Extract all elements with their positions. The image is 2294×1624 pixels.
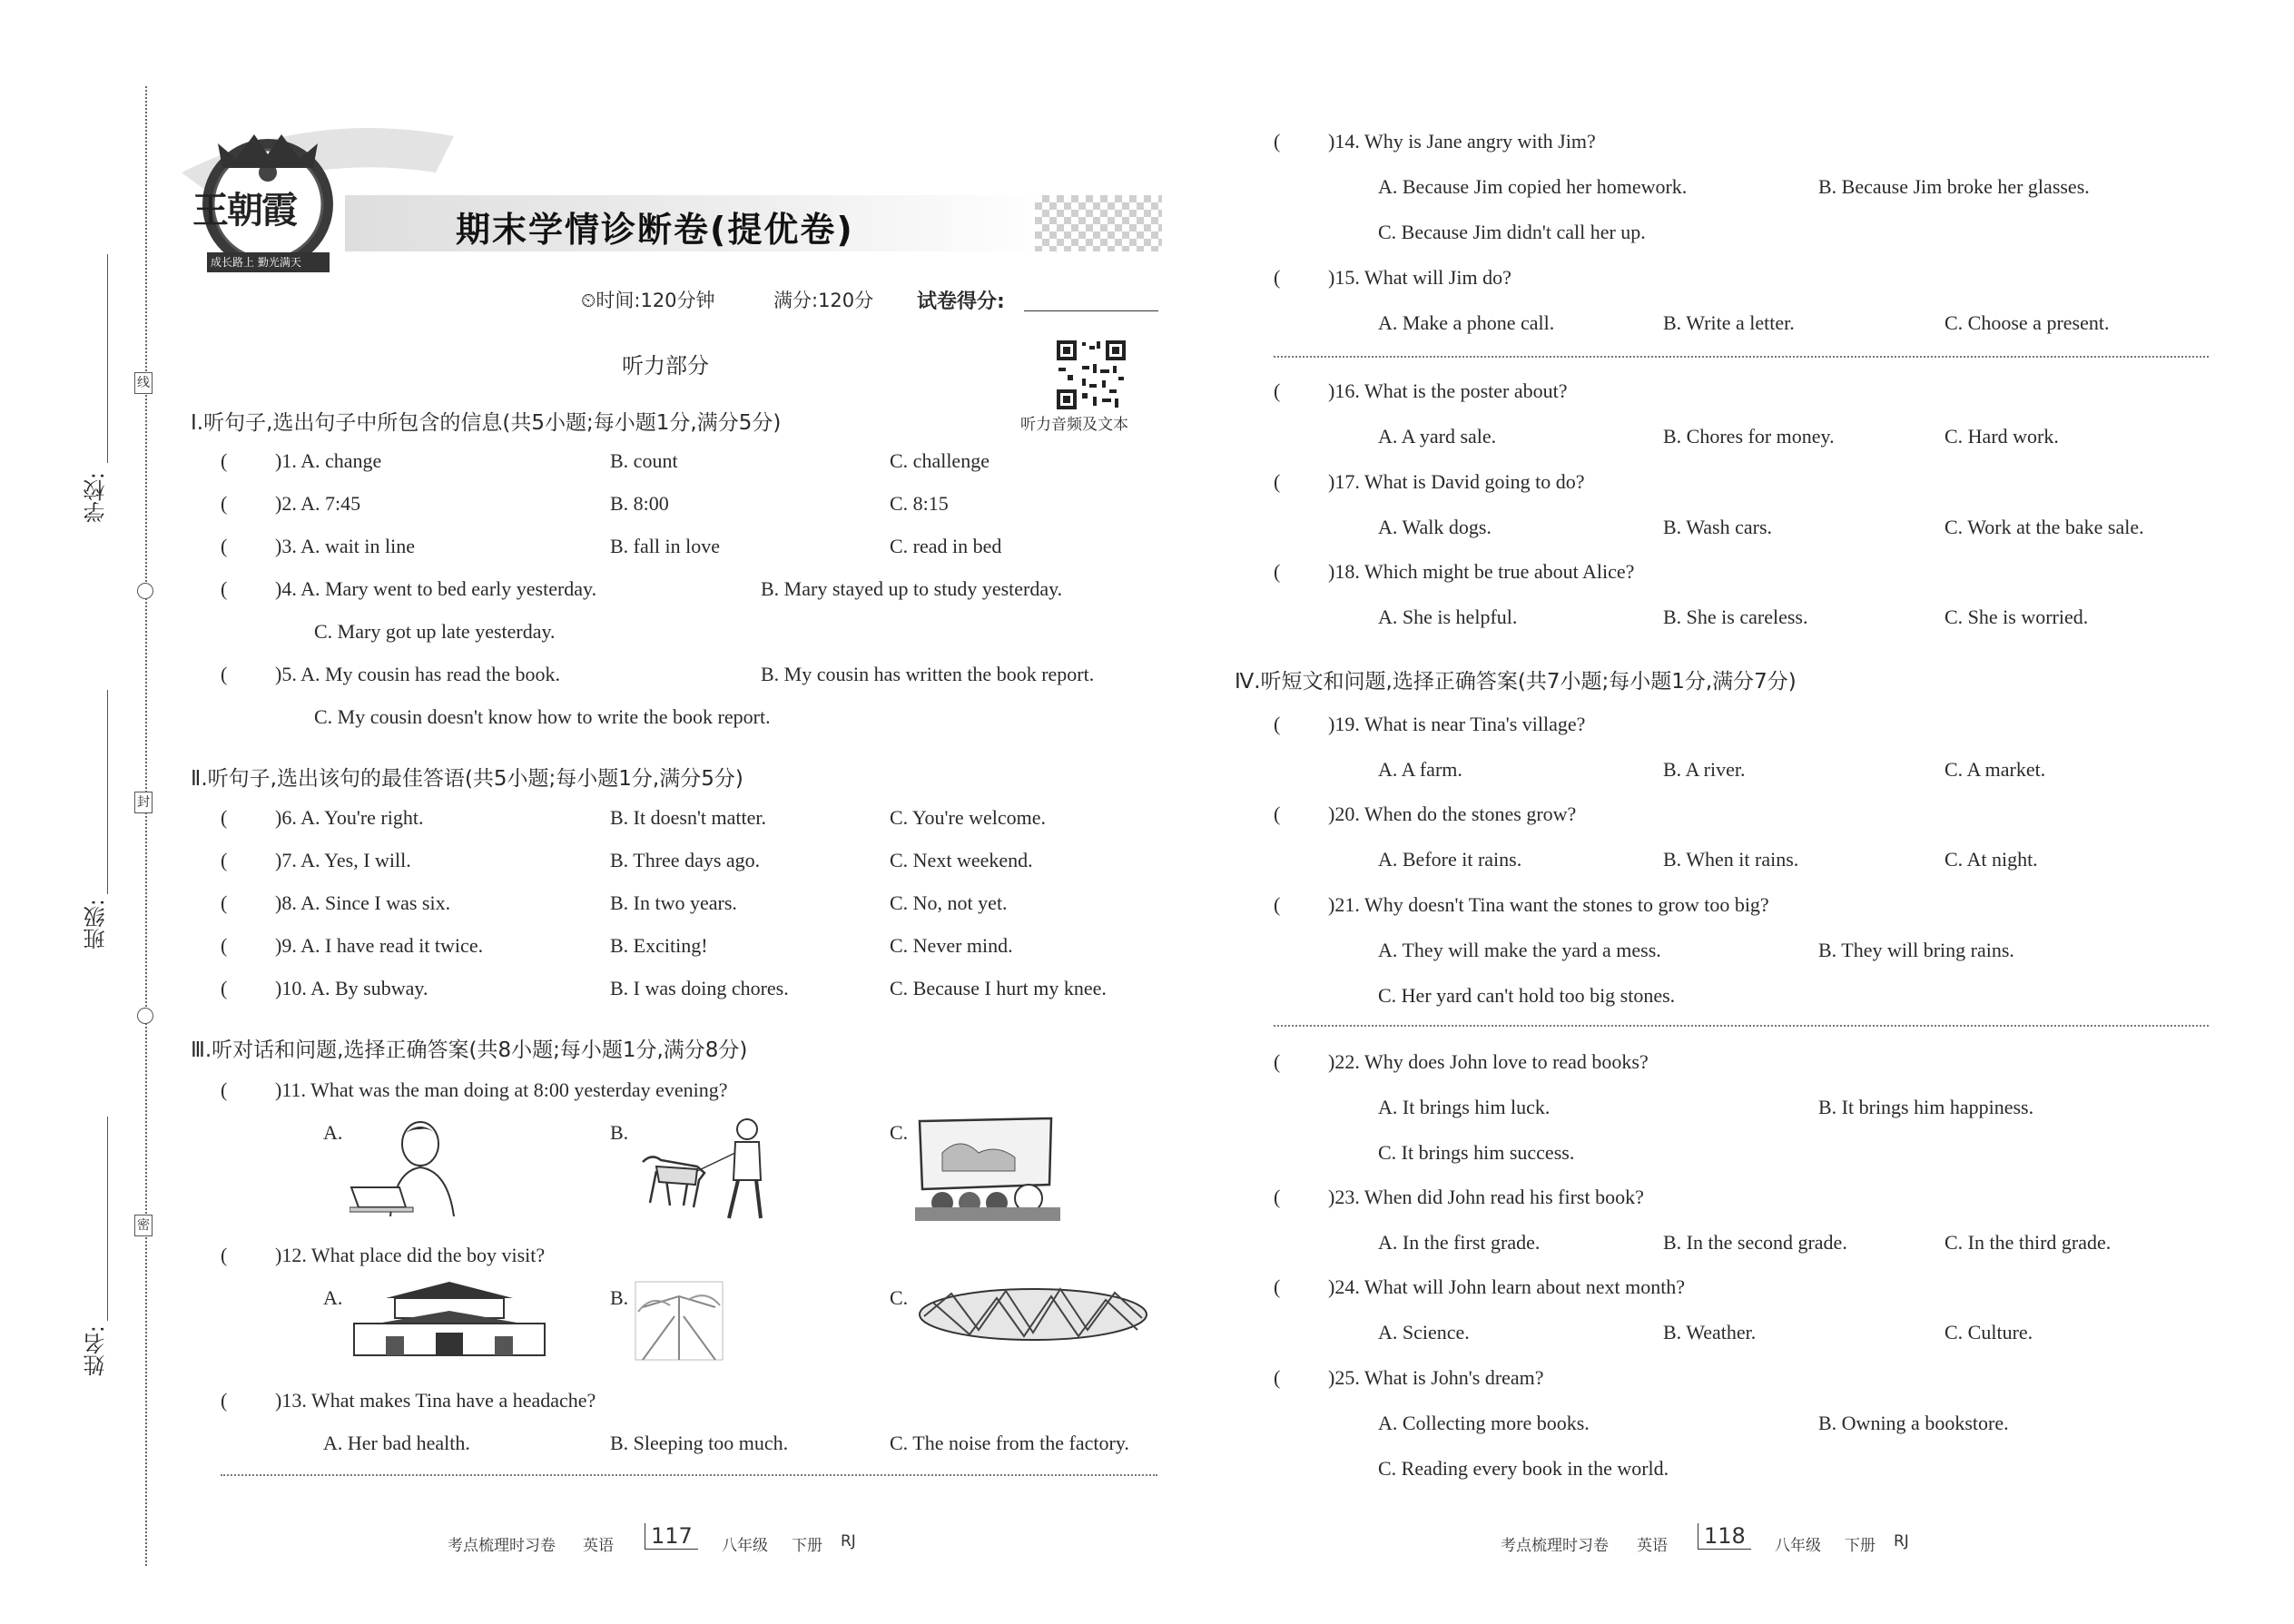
- q6-option-a: )6. A. You're right.: [275, 806, 424, 829]
- q16-option-c: C. Hard work.: [1944, 425, 2059, 448]
- q11-option-c: C.: [890, 1121, 909, 1144]
- q17-option-c: C. Work at the bake sale.: [1944, 516, 2144, 538]
- q18-question: )18. Which might be true about Alice?: [1328, 560, 1635, 583]
- qr-caption: 听力音频及文本: [1020, 416, 1128, 434]
- birds-nest-stadium-image: [915, 1280, 1156, 1343]
- q8-option-a: )8. A. Since I was six.: [275, 891, 451, 914]
- q5-option-b: B. My cousin has written the book report.: [761, 663, 1095, 685]
- q10-option-a: )10. A. By subway.: [275, 977, 428, 999]
- q4-option-c: C. Mary got up late yesterday.: [314, 620, 556, 643]
- answer-blank[interactable]: (: [1274, 560, 1281, 583]
- school-label: 学校:: [84, 472, 109, 524]
- q20-option-c: C. At night.: [1944, 848, 2038, 871]
- q10-option-b: B. I was doing chores.: [610, 977, 789, 999]
- logo-slogan: 成长路上 勤光满天: [211, 256, 301, 269]
- q21-option-c: C. Her yard can't hold too big stones.: [1378, 984, 1676, 1007]
- answer-blank[interactable]: (: [221, 934, 228, 957]
- q23-option-b: B. In the second grade.: [1663, 1231, 1847, 1254]
- man-walking-dog-image: [634, 1117, 770, 1221]
- q25-option-a: A. Collecting more books.: [1378, 1412, 1590, 1434]
- answer-blank[interactable]: (: [221, 891, 228, 914]
- q24-option-c: C. Culture.: [1944, 1321, 2033, 1343]
- answer-blank[interactable]: (: [1274, 1366, 1281, 1389]
- logo-text: 王朝霞: [192, 190, 296, 231]
- q19-option-b: B. A river.: [1663, 758, 1746, 781]
- q17-question: )17. What is David going to do?: [1328, 470, 1585, 493]
- q15-option-c: C. Choose a present.: [1944, 311, 2110, 334]
- q7-option-b: B. Three days ago.: [610, 849, 761, 871]
- q14-question: )14. Why is Jane angry with Jim?: [1328, 130, 1596, 153]
- q11-option-a: A.: [323, 1121, 343, 1144]
- q13-option-a: A. Her bad health.: [323, 1432, 470, 1454]
- answer-blank[interactable]: (: [221, 977, 228, 999]
- footer-term: 下册: [792, 1537, 822, 1555]
- footer-grade: 八年级: [722, 1537, 768, 1555]
- q11-question: )11. What was the man doing at 8:00 yesterday evening?: [275, 1078, 728, 1101]
- q15-option-a: A. Make a phone call.: [1378, 311, 1555, 334]
- page-title: 期末学情诊断卷(提优卷): [456, 210, 854, 250]
- q3-option-a: )3. A. wait in line: [275, 535, 415, 557]
- divider: [1274, 356, 2209, 358]
- footer-edition: RJ: [841, 1532, 856, 1550]
- section-4-heading: Ⅳ.听短文和问题,选择正确答案(共7小题;每小题1分,满分7分): [1235, 670, 1797, 694]
- q25-question: )25. What is John's dream?: [1328, 1366, 1544, 1389]
- q19-question: )19. What is near Tina's village?: [1328, 713, 1586, 735]
- q22-option-b: B. It brings him happiness.: [1818, 1096, 2034, 1118]
- answer-blank[interactable]: (: [1274, 893, 1281, 916]
- q2-option-a: )2. A. 7:45: [275, 492, 361, 515]
- q8-option-c: C. No, not yet.: [890, 891, 1008, 914]
- score-label: 满分:120分: [773, 290, 874, 311]
- q10-option-c: C. Because I hurt my knee.: [890, 977, 1107, 999]
- q20-option-b: B. When it rains.: [1663, 848, 1799, 871]
- q17-option-b: B. Wash cars.: [1663, 516, 1773, 538]
- q25-option-b: B. Owning a bookstore.: [1818, 1412, 2009, 1434]
- q20-option-a: A. Before it rains.: [1378, 848, 1522, 871]
- q15-question: )15. What will Jim do?: [1328, 266, 1511, 289]
- answer-blank[interactable]: (: [1274, 130, 1281, 153]
- q1-option-a: )1. A. change: [275, 449, 382, 472]
- divider: [1274, 1025, 2209, 1027]
- answer-blank[interactable]: (: [1274, 1186, 1281, 1208]
- footer-subject: 英语: [583, 1537, 614, 1555]
- q18-option-c: C. She is worried.: [1944, 605, 2089, 628]
- q4-option-a: )4. A. Mary went to bed early yesterday.: [275, 577, 597, 600]
- cinema-audience-image: [915, 1117, 1060, 1221]
- q21-question: )21. Why doesn't Tina want the stones to grow too big?: [1328, 893, 1769, 916]
- q22-option-a: A. It brings him luck.: [1378, 1096, 1551, 1118]
- footer-edition: RJ: [1894, 1532, 1909, 1550]
- q9-option-b: B. Exciting!: [610, 934, 708, 957]
- answer-blank[interactable]: (: [221, 577, 228, 600]
- q14-option-b: B. Because Jim broke her glasses.: [1818, 175, 2090, 198]
- school-field[interactable]: [107, 254, 108, 463]
- q20-question: )20. When do the stones grow?: [1328, 802, 1577, 825]
- binding-char-xian: 线: [134, 372, 153, 394]
- q8-option-b: B. In two years.: [610, 891, 737, 914]
- answer-blank[interactable]: (: [221, 449, 228, 472]
- score-got-label: 试卷得分:: [917, 290, 1005, 313]
- answer-blank[interactable]: (: [221, 663, 228, 685]
- q11-option-b: B.: [610, 1121, 629, 1144]
- q19-option-c: C. A market.: [1944, 758, 2046, 781]
- q9-option-a: )9. A. I have read it twice.: [275, 934, 484, 957]
- q6-option-c: C. You're welcome.: [890, 806, 1047, 829]
- q7-option-c: C. Next weekend.: [890, 849, 1033, 871]
- footer-subject: 英语: [1637, 1537, 1668, 1555]
- q22-option-c: C. It brings him success.: [1378, 1141, 1575, 1164]
- class-field[interactable]: [107, 690, 108, 894]
- name-field[interactable]: [107, 1117, 108, 1321]
- section-3-heading: Ⅲ.听对话和问题,选择正确答案(共8小题;每小题1分,满分8分): [191, 1038, 748, 1062]
- footer-term: 下册: [1845, 1537, 1876, 1555]
- q18-option-a: A. She is helpful.: [1378, 605, 1518, 628]
- title-checker: [1035, 195, 1162, 251]
- q14-option-c: C. Because Jim didn't call her up.: [1378, 221, 1646, 243]
- q24-option-b: B. Weather.: [1663, 1321, 1757, 1343]
- answer-blank[interactable]: (: [1274, 1050, 1281, 1073]
- q16-option-a: A. A yard sale.: [1378, 425, 1497, 448]
- qr-code[interactable]: [1055, 339, 1127, 411]
- q13-question: )13. What makes Tina have a headache?: [275, 1389, 596, 1412]
- q4-option-b: B. Mary stayed up to study yesterday.: [761, 577, 1063, 600]
- section-2-heading: Ⅱ.听句子,选出该句的最佳答语(共5小题;每小题1分,满分5分): [191, 767, 743, 791]
- q25-option-c: C. Reading every book in the world.: [1378, 1457, 1669, 1480]
- q16-question: )16. What is the poster about?: [1328, 379, 1568, 402]
- q14-option-a: A. Because Jim copied her homework.: [1378, 175, 1688, 198]
- time-label: ⏲时间:120分钟: [581, 290, 715, 311]
- q18-option-b: B. She is careless.: [1663, 605, 1808, 628]
- footer-book: 考点梳理时习卷: [448, 1537, 556, 1555]
- q9-option-c: C. Never mind.: [890, 934, 1013, 957]
- binding-dotted-line: [145, 86, 147, 1566]
- class-label: 班级:: [84, 899, 109, 950]
- q21-option-a: A. They will make the yard a mess.: [1378, 939, 1661, 961]
- score-got-field[interactable]: [1024, 310, 1158, 311]
- answer-blank[interactable]: (: [1274, 470, 1281, 493]
- q1-option-c: C. challenge: [890, 449, 989, 472]
- answer-blank[interactable]: (: [221, 535, 228, 557]
- q15-option-b: B. Write a letter.: [1663, 311, 1795, 334]
- answer-blank[interactable]: (: [1274, 379, 1281, 402]
- binding-hole: [137, 1008, 153, 1024]
- q12-option-b: B.: [610, 1286, 629, 1309]
- q12-option-c: C.: [890, 1286, 909, 1309]
- q5-option-c: C. My cousin doesn't know how to write the book report.: [314, 705, 771, 728]
- answer-blank[interactable]: (: [1274, 266, 1281, 289]
- answer-blank[interactable]: (: [1274, 802, 1281, 825]
- q22-question: )22. Why does John love to read books?: [1328, 1050, 1649, 1073]
- answer-blank[interactable]: (: [221, 806, 228, 829]
- q13-option-b: B. Sleeping too much.: [610, 1432, 789, 1454]
- answer-blank[interactable]: (: [221, 1244, 228, 1266]
- q12-option-a: A.: [323, 1286, 343, 1309]
- footer-page-number: 117: [645, 1523, 698, 1550]
- binding-char-feng: 封: [134, 792, 153, 813]
- q16-option-b: B. Chores for money.: [1663, 425, 1835, 448]
- binding-char-mi: 密: [134, 1215, 153, 1236]
- street-scene-image: [634, 1280, 724, 1362]
- listening-part-heading: 听力部分: [622, 353, 709, 379]
- q23-option-c: C. In the third grade.: [1944, 1231, 2112, 1254]
- answer-blank[interactable]: (: [1274, 1275, 1281, 1298]
- q19-option-a: A. A farm.: [1378, 758, 1462, 781]
- q1-option-b: B. count: [610, 449, 678, 472]
- answer-blank[interactable]: (: [221, 492, 228, 515]
- q24-option-a: A. Science.: [1378, 1321, 1470, 1343]
- q5-option-a: )5. A. My cousin has read the book.: [275, 663, 561, 685]
- man-on-laptop-image: [350, 1117, 472, 1216]
- answer-blank[interactable]: (: [221, 1078, 228, 1101]
- binding-hole: [137, 583, 153, 599]
- q7-option-a: )7. A. Yes, I will.: [275, 849, 411, 871]
- answer-blank[interactable]: (: [1274, 713, 1281, 735]
- q17-option-a: A. Walk dogs.: [1378, 516, 1492, 538]
- q6-option-b: B. It doesn't matter.: [610, 806, 766, 829]
- section-1-heading: Ⅰ.听句子,选出句子中所包含的信息(共5小题;每小题1分,满分5分): [191, 411, 782, 435]
- answer-blank[interactable]: (: [221, 1389, 228, 1412]
- q2-option-c: C. 8:15: [890, 492, 949, 515]
- answer-blank[interactable]: (: [221, 849, 228, 871]
- q3-option-b: B. fall in love: [610, 535, 720, 557]
- q24-question: )24. What will John learn about next month?: [1328, 1275, 1686, 1298]
- footer-grade: 八年级: [1775, 1537, 1821, 1555]
- footer-book: 考点梳理时习卷: [1501, 1537, 1609, 1555]
- name-label: 姓名:: [84, 1325, 109, 1377]
- tiananmen-image: [350, 1280, 549, 1357]
- q12-question: )12. What place did the boy visit?: [275, 1244, 546, 1266]
- q3-option-c: C. read in bed: [890, 535, 1002, 557]
- q23-option-a: A. In the first grade.: [1378, 1231, 1541, 1254]
- divider: [221, 1474, 1157, 1476]
- footer-page-number: 118: [1698, 1523, 1751, 1550]
- q23-question: )23. When did John read his first book?: [1328, 1186, 1644, 1208]
- q21-option-b: B. They will bring rains.: [1818, 939, 2014, 961]
- q2-option-b: B. 8:00: [610, 492, 669, 515]
- q13-option-c: C. The noise from the factory.: [890, 1432, 1129, 1454]
